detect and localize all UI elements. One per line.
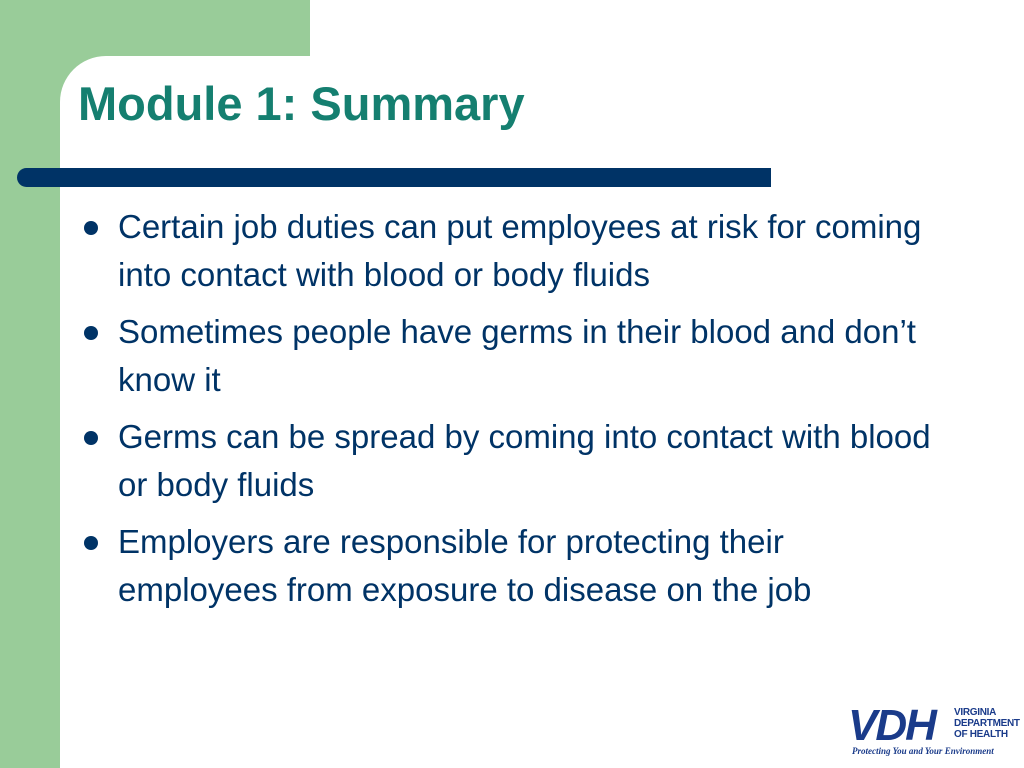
bullet-dot-icon (84, 431, 98, 445)
logo-mark: VDH (848, 701, 935, 750)
bullet-item (78, 413, 948, 509)
bullet-text: Employers are responsible for protecting their employees from exposure to disease on the job (118, 523, 812, 608)
bullet-dot-icon (84, 221, 98, 235)
bullet-dot-icon (84, 326, 98, 340)
bullet-text: Sometimes people have germs in their blood and don’t know it (118, 313, 916, 398)
bullet-text: Germs can be spread by coming into contact with blood or body fluids (118, 418, 931, 503)
bullet-dot-icon (84, 536, 98, 550)
bullet-item (78, 518, 948, 614)
logo-line-1: VIRGINIA (954, 707, 997, 718)
bullet-list (78, 203, 948, 623)
logo-tagline: Protecting You and Your Environment (852, 746, 994, 756)
bullet-text: Certain job duties can put employees at risk for coming into contact with blood or body fluids (118, 208, 922, 293)
vdh-logo (848, 701, 1020, 760)
logo-line-2: DEPARTMENT (954, 718, 1020, 729)
bullet-item (78, 308, 948, 404)
bullet-item (78, 203, 948, 299)
logo-line-3: OF HEALTH (954, 729, 1008, 740)
title-divider (17, 168, 771, 187)
slide-title: Module 1: Summary (78, 77, 525, 130)
